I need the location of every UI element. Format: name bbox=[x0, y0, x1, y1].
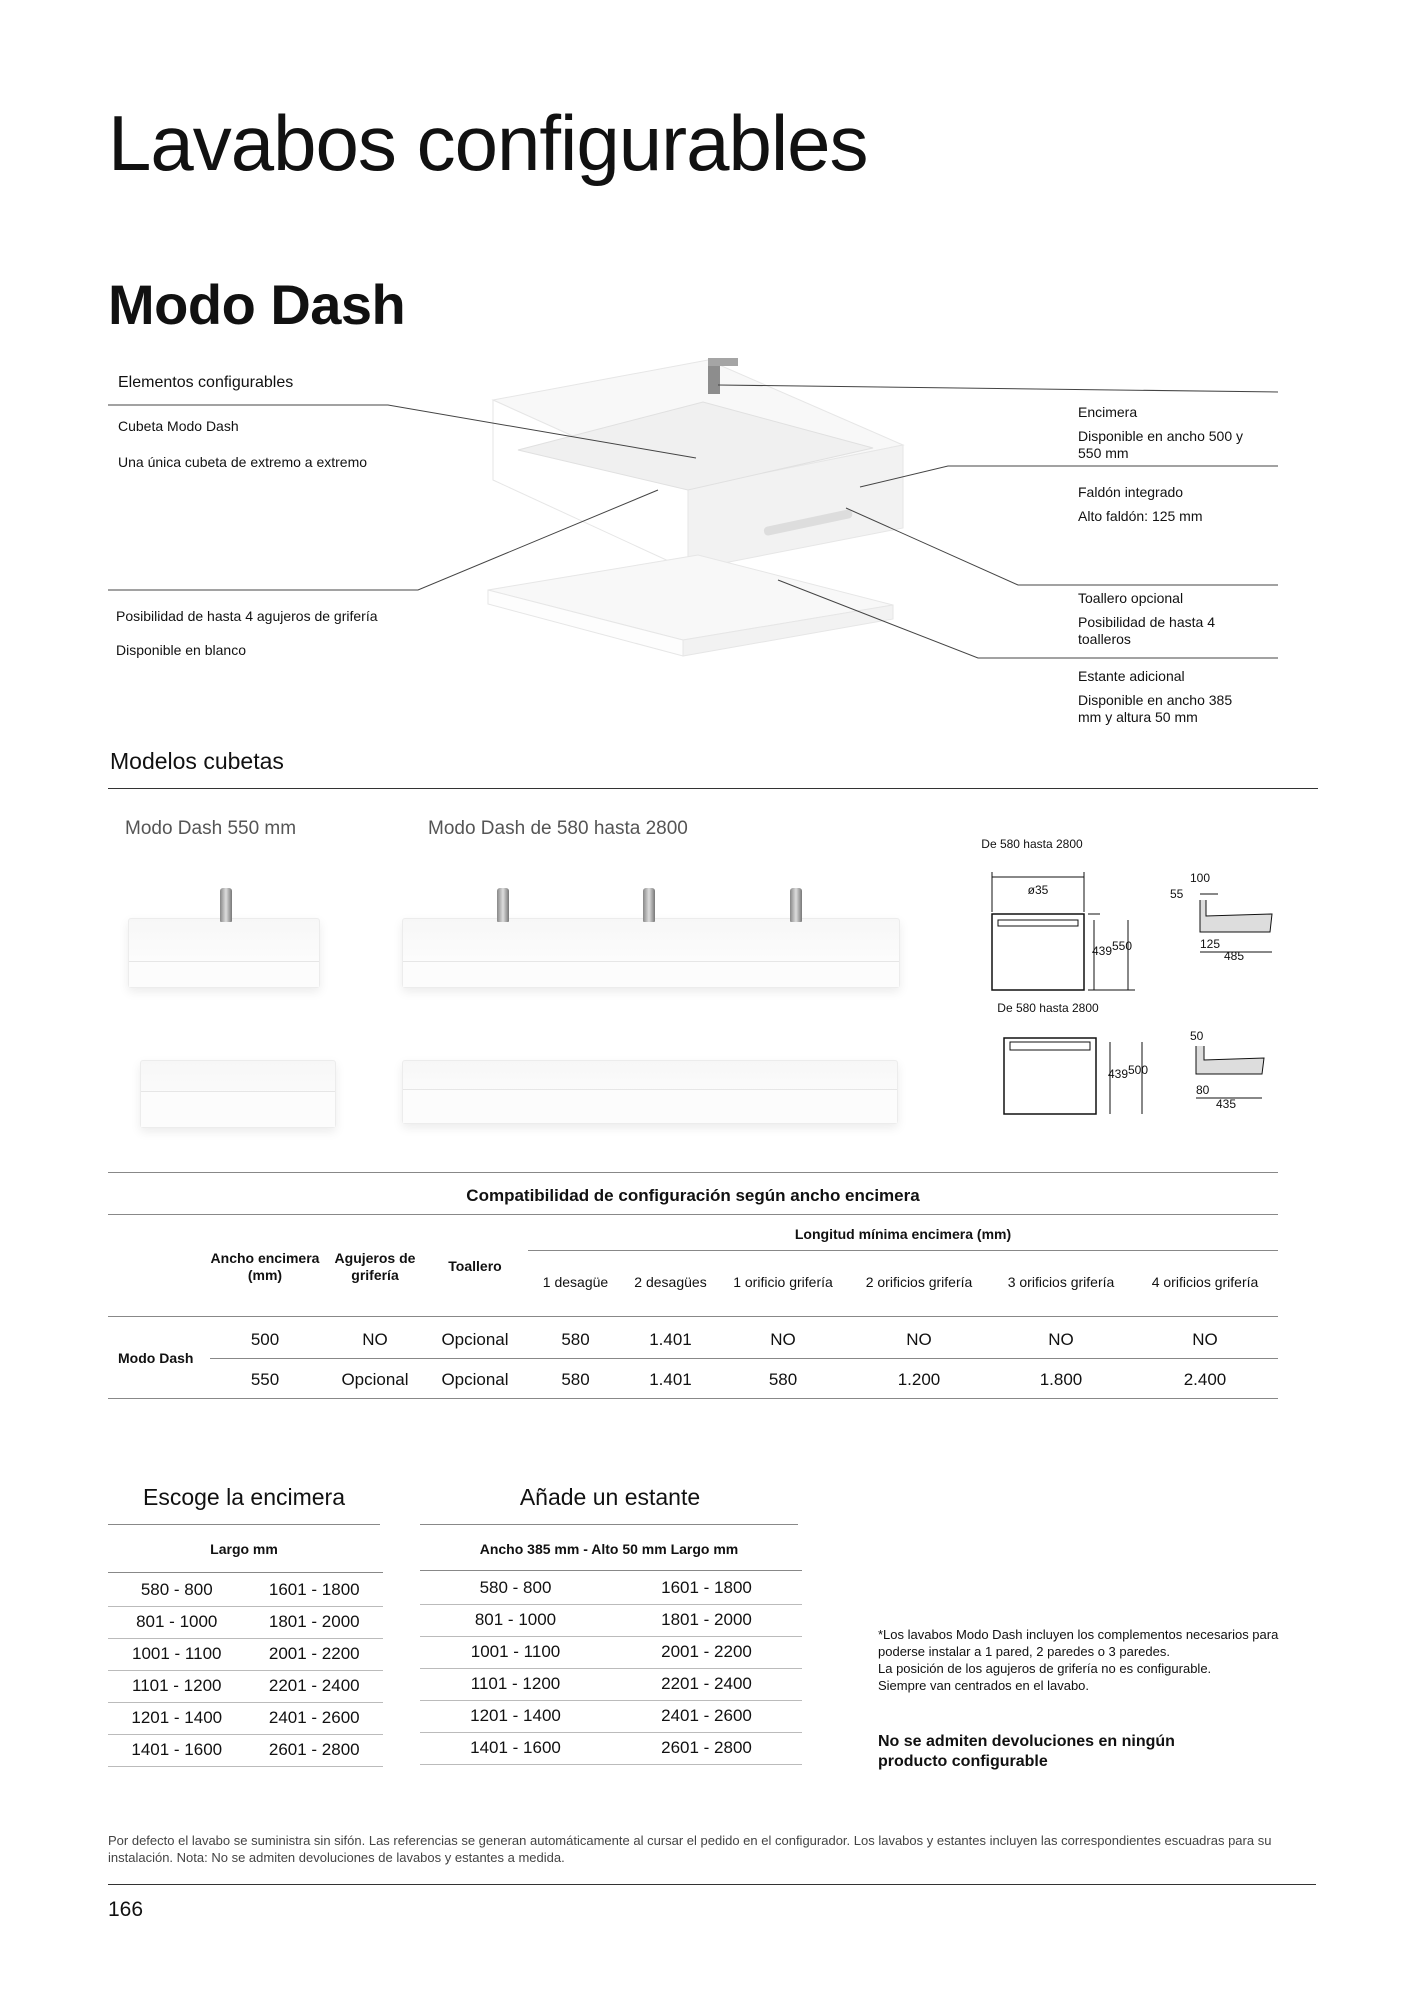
estante-table bbox=[420, 1572, 802, 1765]
cell: NO bbox=[1192, 1330, 1218, 1349]
sink-550-plain bbox=[140, 1060, 336, 1128]
models-heading: Modelos cubetas bbox=[110, 748, 284, 774]
table-row bbox=[420, 1668, 802, 1700]
table-cell: 1101 - 1200 bbox=[108, 1670, 246, 1702]
compat-group-rule bbox=[528, 1250, 1278, 1251]
config-right-title-1: Encimera bbox=[1078, 404, 1138, 420]
table-row bbox=[420, 1604, 802, 1636]
dim-100: 100 bbox=[1190, 871, 1211, 885]
compat-header-rule bbox=[108, 1316, 1278, 1317]
table-cell: 1201 - 1400 bbox=[420, 1700, 611, 1732]
table-cell: 2401 - 2600 bbox=[611, 1700, 802, 1732]
header-toallero: Toallero bbox=[448, 1258, 502, 1274]
table-cell: 580 - 800 bbox=[108, 1574, 246, 1606]
dim-width-top-1: De 580 hasta 2800 bbox=[981, 837, 1083, 851]
table-row bbox=[108, 1638, 383, 1670]
estante-header-rule bbox=[420, 1570, 802, 1571]
dim-50: 50 bbox=[1190, 1029, 1204, 1043]
cell: 580 bbox=[768, 1370, 798, 1389]
table-cell: 1801 - 2000 bbox=[246, 1606, 384, 1638]
footer-rule bbox=[108, 1884, 1316, 1885]
dim-500: 500 bbox=[1128, 1063, 1149, 1077]
table-cell: 1401 - 1600 bbox=[420, 1732, 611, 1764]
cell: NO bbox=[770, 1330, 796, 1349]
dim-550: 550 bbox=[1112, 939, 1133, 953]
encimera-title-rule bbox=[108, 1524, 380, 1525]
dim-439-top: 439 bbox=[1092, 944, 1113, 958]
note-3: Siempre van centrados en el lavabo. bbox=[878, 1678, 1090, 1693]
page-number: 166 bbox=[108, 1898, 144, 1921]
table-cell: 1201 - 1400 bbox=[108, 1702, 246, 1734]
no-returns-note: No se admiten devoluciones en ningún producto configurable bbox=[878, 1733, 1175, 1770]
cell: 2.400 bbox=[1183, 1370, 1227, 1389]
cell: 1.401 bbox=[649, 1370, 692, 1389]
compat-top-rule bbox=[108, 1172, 1278, 1173]
cell: Opcional bbox=[441, 1330, 509, 1349]
table-cell: 1001 - 1100 bbox=[420, 1636, 611, 1668]
model-caption-580-2800: Modo Dash de 580 hasta 2800 bbox=[428, 818, 688, 839]
note-2: La posición de los agujeros de grifería no es configurable. bbox=[878, 1661, 1212, 1676]
table-cell: 1601 - 1800 bbox=[246, 1574, 384, 1606]
config-left-desc-1: Una única cubeta de extremo a extremo bbox=[118, 454, 368, 470]
table-row bbox=[108, 1702, 383, 1734]
header-2-desagues: 2 desagües bbox=[634, 1274, 707, 1290]
compat-title: Compatibilidad de configuración según ancho encimera bbox=[466, 1186, 920, 1205]
table-cell: 2001 - 2200 bbox=[246, 1638, 384, 1670]
table-row bbox=[420, 1732, 802, 1764]
row-label-modo-dash: Modo Dash bbox=[118, 1350, 194, 1366]
table-row bbox=[108, 1606, 383, 1638]
dim-hole: ø35 bbox=[1027, 883, 1049, 897]
config-right-title-2: Faldón integrado bbox=[1078, 484, 1184, 500]
sink-long-plain bbox=[402, 1060, 898, 1124]
header-ancho: Ancho encimera (mm) bbox=[210, 1250, 320, 1283]
table-cell: 2401 - 2600 bbox=[246, 1702, 384, 1734]
section-title: Modo Dash bbox=[108, 273, 406, 336]
dim-485: 485 bbox=[1224, 949, 1245, 963]
cell: 580 bbox=[561, 1330, 590, 1349]
config-left-desc-2: Disponible en blanco bbox=[116, 642, 246, 658]
config-left-title-2: Posibilidad de hasta 4 agujeros de grifería bbox=[116, 608, 378, 624]
cell: NO bbox=[1048, 1330, 1074, 1349]
estante-title: Añade un estante bbox=[519, 1484, 701, 1510]
config-left-title-1: Cubeta Modo Dash bbox=[118, 418, 239, 434]
cell: 1.800 bbox=[1039, 1370, 1083, 1389]
cell: NO bbox=[906, 1330, 932, 1349]
page-title: Lavabos configurables bbox=[108, 99, 868, 187]
footer-note: Por defecto el lavabo se suministra sin sifón. Las referencias se generan automáticamente al cursar el pedido en el configurador. Los lavabos y estantes incluyen las correspondientes escuadras para su instalación. Nota: No se admiten devoluciones de lavabos y estantes a medida. bbox=[108, 1833, 1272, 1865]
header-1-desague: 1 desagüe bbox=[542, 1274, 609, 1290]
table-cell: 1001 - 1100 bbox=[108, 1638, 246, 1670]
table-cell: 2601 - 2800 bbox=[611, 1732, 802, 1764]
models-divider bbox=[108, 788, 1318, 789]
table-cell: 2201 - 2400 bbox=[611, 1668, 802, 1700]
table-cell: 801 - 1000 bbox=[108, 1606, 246, 1638]
table-row bbox=[420, 1572, 802, 1604]
header-1-orificio: 1 orificio grifería bbox=[733, 1274, 833, 1290]
dim-width-bottom-1: De 580 hasta 2800 bbox=[997, 1001, 1099, 1015]
config-right-desc-3: Posibilidad de hasta 4 toalleros bbox=[1078, 614, 1215, 647]
table-cell: 1601 - 1800 bbox=[611, 1572, 802, 1604]
model-caption-550: Modo Dash 550 mm bbox=[125, 818, 297, 839]
compat-row-rule bbox=[210, 1358, 1278, 1359]
encimera-title: Escoge la encimera bbox=[143, 1484, 345, 1510]
encimera-header: Largo mm bbox=[210, 1541, 278, 1557]
config-right-desc-2: Alto faldón: 125 mm bbox=[1078, 508, 1203, 524]
header-agujeros: Agujeros de grifería bbox=[334, 1250, 416, 1283]
cell: 500 bbox=[250, 1330, 280, 1349]
compat-bottom-rule bbox=[108, 1398, 1278, 1399]
estante-title-rule bbox=[420, 1524, 798, 1525]
sink-exploded-view bbox=[108, 340, 1278, 720]
table-cell: 801 - 1000 bbox=[420, 1604, 611, 1636]
table-cell: 2201 - 2400 bbox=[246, 1670, 384, 1702]
table-row bbox=[108, 1670, 383, 1702]
table-cell: 1401 - 1600 bbox=[108, 1734, 246, 1766]
cell: NO bbox=[362, 1330, 388, 1349]
table-cell: 2601 - 2800 bbox=[246, 1734, 384, 1766]
dim-55: 55 bbox=[1170, 887, 1184, 901]
cell: 1.401 bbox=[649, 1330, 692, 1349]
table-cell: 1101 - 1200 bbox=[420, 1668, 611, 1700]
cell: Opcional bbox=[441, 1370, 509, 1389]
cell: 1.200 bbox=[897, 1370, 941, 1389]
dim-439-bottom: 439 bbox=[1108, 1067, 1129, 1081]
note-1: *Los lavabos Modo Dash incluyen los complementos necesarios para poderse instalar a 1 pared, 2 paredes o 3 paredes. bbox=[878, 1627, 1279, 1659]
compat-title-rule bbox=[108, 1214, 1278, 1215]
table-row bbox=[420, 1636, 802, 1668]
header-2-orificios: 2 orificios grifería bbox=[865, 1274, 973, 1290]
config-right-desc-4: Disponible en ancho 385 mm y altura 50 mm bbox=[1078, 692, 1233, 725]
encimera-header-rule bbox=[108, 1572, 383, 1573]
table-row bbox=[420, 1700, 802, 1732]
config-right-desc-1: Disponible en ancho 500 y 550 mm bbox=[1078, 428, 1244, 461]
config-right-title-4: Estante adicional bbox=[1078, 668, 1185, 684]
technical-drawings bbox=[960, 832, 1290, 1132]
config-header: Elementos configurables bbox=[118, 374, 294, 391]
dim-435: 435 bbox=[1216, 1097, 1237, 1111]
table-cell: 1801 - 2000 bbox=[611, 1604, 802, 1636]
config-right-title-3: Toallero opcional bbox=[1078, 590, 1184, 606]
dim-125: 125 bbox=[1200, 937, 1221, 951]
cell: Opcional bbox=[341, 1370, 409, 1389]
table-cell: 2001 - 2200 bbox=[611, 1636, 802, 1668]
compat-group-header: Longitud mínima encimera (mm) bbox=[794, 1226, 1012, 1242]
cell: 580 bbox=[561, 1370, 590, 1389]
header-3-orificios: 3 orificios grifería bbox=[1007, 1274, 1115, 1290]
table-cell: 580 - 800 bbox=[420, 1572, 611, 1604]
table-row bbox=[108, 1574, 383, 1606]
dim-80: 80 bbox=[1196, 1083, 1210, 1097]
cell: 550 bbox=[250, 1370, 280, 1389]
estante-header: Ancho 385 mm - Alto 50 mm Largo mm bbox=[479, 1541, 739, 1557]
encimera-table bbox=[108, 1574, 383, 1767]
header-4-orificios: 4 orificios grifería bbox=[1151, 1274, 1259, 1290]
table-row bbox=[108, 1734, 383, 1766]
